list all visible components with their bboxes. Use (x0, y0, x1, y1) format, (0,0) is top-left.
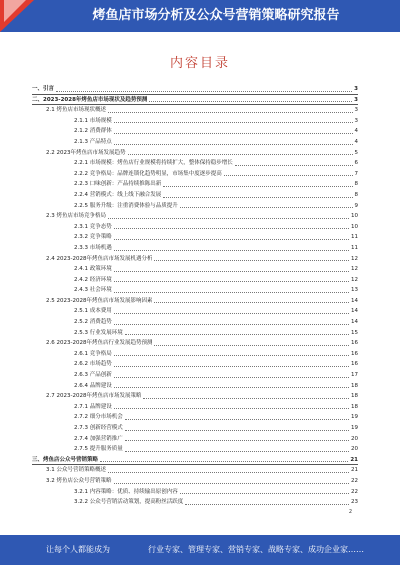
toc-entry[interactable] (32, 391, 358, 402)
toc-entry[interactable] (32, 179, 358, 190)
toc-entry[interactable] (32, 476, 358, 487)
toc-entry[interactable] (32, 423, 358, 434)
toc-entry-label: 一、引言 (32, 86, 55, 92)
toc-entry[interactable] (32, 243, 358, 254)
toc-entry-label: 2.7.5 提升服务质量 (74, 446, 123, 453)
toc-leader-dots (114, 366, 349, 367)
toc-entry-page: 19 (351, 425, 358, 431)
toc-entry-label: 2.6.1 竞争格局 (74, 350, 112, 357)
toc-title: 内容目录 (169, 56, 230, 71)
page-header (0, 0, 400, 32)
toc-entry[interactable] (32, 338, 358, 349)
toc-leader-dots (114, 250, 349, 251)
toc-entry-label: 2.3 烤鱼店市场竞争格局 (46, 213, 106, 220)
document-title: 烤鱼店市场分析及公众号营销策略研究报告 (92, 8, 340, 23)
toc-leader-dots (114, 377, 349, 378)
toc-entry-label: 2.1.1 市场规模 (74, 117, 112, 124)
toc-entry-label: 2.7 2023-2028年烤鱼店市场发展策略 (46, 393, 142, 400)
toc-entry-page: 19 (351, 414, 358, 421)
toc-entry-label: 2.6.4 品牌建设 (74, 382, 112, 389)
toc-leader-dots (108, 472, 349, 473)
toc-entry-page: 11 (351, 234, 358, 241)
toc-entry-page: 16 (351, 361, 358, 368)
toc-entry-label: 3.2.2 公众号营销活动策划，提高粉丝活跃度 (74, 499, 184, 506)
toc-entry-label: 2.4.1 政策环境 (74, 266, 112, 273)
toc-entry-label: 2.6.3 产品创新 (74, 372, 112, 379)
toc-entry-page: 17 (351, 372, 358, 379)
toc-entry[interactable] (32, 126, 358, 137)
toc-entry-label: 3.2 烤鱼店公众号营销策略 (46, 477, 112, 484)
toc-entry-label: 2.2.3 口味创新：产品持续推陈出新 (74, 181, 162, 188)
toc-entry-label: 2.2 2023年烤鱼店市场发展趋势 (46, 149, 126, 156)
toc-leader-dots (114, 355, 349, 356)
toc-leader-dots (114, 324, 349, 325)
toc-entry-page: 20 (351, 435, 358, 442)
toc-entry-label: 2.7.4 加强营销推广 (74, 435, 123, 442)
toc-leader-dots (114, 144, 353, 145)
toc-entry-page: 10 (351, 213, 358, 220)
toc-entry[interactable] (32, 370, 358, 381)
table-of-contents (32, 84, 358, 508)
toc-entry-page: 8 (354, 191, 358, 198)
toc-entry-page: 12 (351, 266, 358, 273)
toc-entry[interactable] (32, 412, 358, 423)
toc-leader-dots (114, 122, 353, 123)
toc-entry-page: 16 (351, 350, 358, 357)
toc-entry-label: 2.2.2 竞争格局：品牌连锁化趋势明显，市场集中度逐步提高 (74, 170, 222, 177)
toc-leader-dots (114, 271, 349, 272)
toc-leader-dots (125, 430, 349, 431)
toc-entry-label: 2.3.2 竞争策略 (74, 234, 112, 241)
toc-entry-label: 2.3.1 竞争态势 (74, 223, 112, 230)
toc-entry-label: 2.5 2023-2028年烤鱼店市场发展影响因素 (46, 297, 153, 304)
toc-entry-label: 2.1 烤鱼店市场现状概述 (46, 107, 106, 114)
toc-entry-page: 21 (351, 467, 358, 474)
page-number: 2 (348, 509, 352, 515)
toc-leader-dots (180, 493, 349, 494)
toc-entry-page: 5 (354, 149, 358, 156)
toc-entry[interactable] (32, 285, 358, 296)
toc-entry[interactable] (32, 105, 358, 116)
toc-entry-page: 12 (351, 276, 358, 283)
toc-leader-dots (114, 408, 349, 409)
header-corner-highlight (4, 0, 26, 22)
toc-entry[interactable] (32, 190, 358, 201)
toc-entry[interactable] (32, 84, 358, 95)
toc-entry[interactable] (32, 169, 358, 180)
toc-entry-page: 16 (351, 340, 358, 347)
toc-leader-dots (149, 101, 352, 102)
toc-entry-page: 18 (351, 403, 358, 410)
toc-entry[interactable] (32, 317, 358, 328)
toc-entry[interactable] (32, 306, 358, 317)
toc-entry[interactable] (32, 349, 358, 360)
toc-entry-label: 2.7.3 创新经营模式 (74, 425, 123, 431)
toc-entry-label: 2.4 2023-2028年烤鱼店市场发展机遇分析 (46, 255, 153, 262)
toc-entry-page: 14 (351, 319, 358, 326)
toc-entry-label: 3.2.1 内容策略：优质、持续输出原创内容 (74, 488, 178, 495)
toc-leader-dots (114, 292, 349, 293)
toc-leader-dots (163, 197, 352, 198)
toc-entry-label: 2.4.2 经济环境 (74, 276, 112, 283)
toc-entry[interactable] (32, 359, 358, 370)
toc-leader-dots (143, 398, 349, 399)
toc-entry[interactable] (32, 137, 358, 148)
toc-leader-dots (114, 133, 353, 134)
toc-entry-page: 4 (354, 128, 358, 135)
toc-leader-dots (114, 313, 349, 314)
toc-entry-label: 2.4.3 社会环境 (74, 287, 112, 294)
toc-entry[interactable] (32, 465, 358, 476)
toc-entry-page: 22 (351, 477, 358, 484)
toc-entry-page: 7 (354, 170, 358, 177)
toc-leader-dots (154, 345, 349, 346)
toc-leader-dots (125, 440, 349, 441)
toc-entry[interactable] (32, 254, 358, 265)
toc-entry[interactable] (32, 275, 358, 286)
toc-entry[interactable] (32, 116, 358, 127)
toc-leader-dots (56, 91, 352, 92)
toc-entry[interactable] (32, 434, 358, 445)
toc-leader-dots (114, 483, 350, 484)
toc-entry-label: 2.5.2 消费趋势 (74, 319, 112, 326)
toc-leader-dots (114, 387, 349, 388)
toc-leader-dots (108, 218, 349, 219)
toc-leader-dots (108, 112, 353, 113)
toc-entry-page: 18 (351, 382, 358, 389)
toc-entry-page: 22 (351, 488, 358, 495)
toc-entry-page: 18 (351, 393, 358, 400)
toc-entry-label: 2.1.2 消费群体 (74, 128, 112, 135)
page-footer (0, 535, 400, 565)
toc-entry[interactable] (32, 222, 358, 233)
toc-entry-label: 三、烤鱼店公众号营销策略 (32, 456, 99, 463)
toc-entry[interactable] (32, 455, 358, 466)
toc-entry[interactable] (32, 296, 358, 307)
toc-entry-page: 20 (351, 446, 358, 453)
toc-entry-label: 2.2.1 市场规模：烤鱼店行业规模将持续扩大，整体保持稳步增长 (74, 160, 233, 167)
toc-entry-page: 3 (354, 117, 358, 124)
toc-entry[interactable] (32, 201, 358, 212)
toc-entry-page: 3 (354, 86, 358, 92)
toc-entry-label: 2.2.5 服务升级：注重消费体验与品质提升 (74, 202, 178, 209)
toc-entry-label: 2.2.4 营销模式：线上线下融合发展 (74, 191, 162, 198)
toc-entry-label: 2.5.3 行业发展环境 (74, 329, 123, 336)
toc-entry-page: 9 (354, 202, 358, 209)
toc-leader-dots (163, 186, 352, 187)
toc-leader-dots (125, 334, 349, 335)
toc-entry[interactable] (32, 497, 358, 508)
toc-entry-page: 3 (354, 107, 358, 114)
toc-entry-page: 10 (351, 223, 358, 230)
toc-entry[interactable] (32, 328, 358, 339)
toc-entry-label: 2.7.1 品牌建设 (74, 403, 112, 410)
toc-leader-dots (114, 228, 349, 229)
toc-entry[interactable] (32, 402, 358, 413)
toc-entry-page: 12 (351, 255, 358, 262)
toc-leader-dots (154, 302, 349, 303)
toc-leader-dots (235, 165, 353, 166)
toc-leader-dots (125, 419, 349, 420)
toc-entry[interactable] (32, 158, 358, 169)
toc-entry-page: 14 (351, 297, 358, 304)
toc-entry-page: 11 (351, 244, 358, 251)
toc-entry-page: 8 (354, 181, 358, 188)
toc-entry[interactable] (32, 211, 358, 222)
toc-entry-page: 13 (351, 287, 358, 294)
toc-entry-page: 6 (354, 160, 358, 167)
toc-entry-page: 15 (351, 329, 358, 336)
footer-slogan: 让每个人都能成为 (46, 545, 110, 554)
toc-entry-label: 二、2023-2028年烤鱼店市场现状及趋势预测 (32, 96, 148, 103)
toc-leader-dots (185, 504, 349, 505)
toc-entry-label: 2.6.2 市场趋势 (74, 361, 112, 368)
toc-entry[interactable] (32, 264, 358, 275)
toc-entry-label: 2.6 2023-2028年烤鱼店行业发展趋势预测 (46, 340, 153, 347)
toc-entry-page: 21 (350, 456, 358, 463)
toc-entry[interactable] (32, 148, 358, 159)
toc-leader-dots (224, 175, 353, 176)
toc-entry[interactable] (32, 381, 358, 392)
toc-entry-page: 14 (351, 308, 358, 315)
toc-entry-label: 2.5.1 成本费用 (74, 308, 112, 315)
toc-entry[interactable] (32, 232, 358, 243)
toc-entry-page: 23 (351, 499, 358, 506)
toc-leader-dots (154, 260, 349, 261)
toc-entry[interactable] (32, 95, 358, 106)
toc-entry-label: 2.7.2 细分市场机会 (74, 414, 123, 421)
toc-leader-dots (100, 461, 348, 462)
toc-leader-dots (125, 451, 349, 452)
toc-leader-dots (128, 154, 353, 155)
toc-entry-page: 3 (354, 96, 358, 103)
toc-entry-label: 3.1 公众号营销策略概述 (46, 467, 106, 474)
toc-entry-label: 2.3.3 市场机遇 (74, 244, 112, 251)
footer-roles: 行业专家、管理专家、营销专家、战略专家、成功企业家…… (148, 545, 364, 554)
toc-entry-label: 2.1.3 产品特点 (74, 138, 112, 145)
toc-leader-dots (180, 207, 353, 208)
toc-entry[interactable] (32, 444, 358, 455)
toc-leader-dots (114, 239, 349, 240)
toc-entry-page: 4 (354, 138, 358, 145)
toc-entry[interactable] (32, 487, 358, 498)
toc-leader-dots (114, 281, 349, 282)
